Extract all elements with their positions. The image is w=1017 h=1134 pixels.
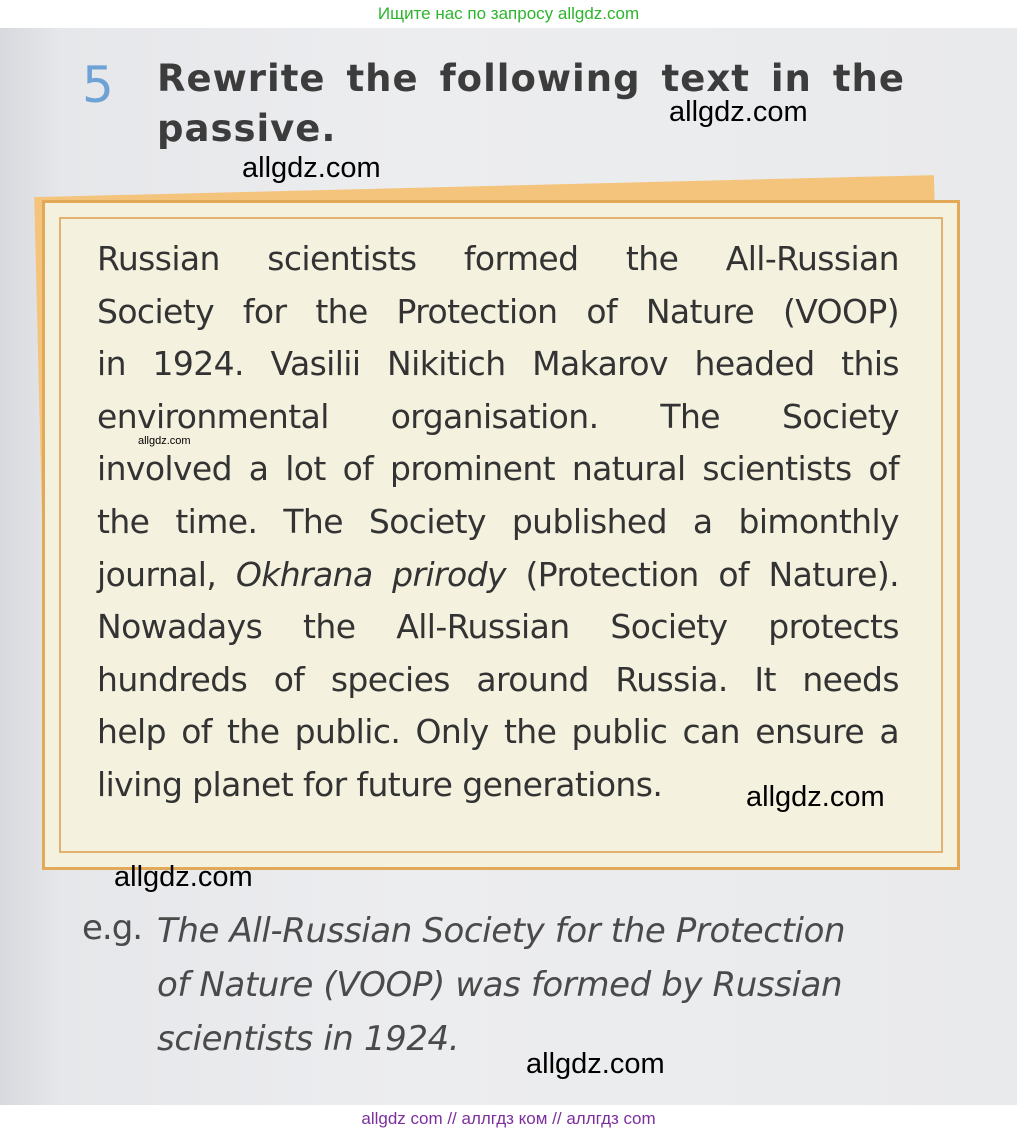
card-line: hundreds of species around Russia. It needs bbox=[97, 659, 899, 699]
card-line: in 1924. Vasilii Nikitich Makarov headed this bbox=[97, 344, 899, 384]
watermark: allgdz.com bbox=[526, 1048, 665, 1080]
journal-suffix: (Protection of Nature). bbox=[505, 554, 899, 594]
exercise-number: 5 bbox=[82, 56, 114, 114]
card-text bbox=[97, 233, 899, 812]
watermark: allgdz.com bbox=[114, 861, 253, 893]
card-line: Russian scientists formed the All-Russian bbox=[97, 239, 899, 278]
card-line: Nowadays the All-Russian Society protects bbox=[97, 607, 899, 647]
example-line: scientists in 1924. bbox=[157, 1019, 460, 1059]
example-line: The All-Russian Society for the Protection bbox=[157, 911, 846, 951]
journal-title: Okhrana prirody bbox=[235, 554, 506, 594]
watermark: allgdz.com bbox=[669, 96, 808, 128]
example-label: e.g. bbox=[82, 908, 143, 948]
card-line: the time. The Society published a bimonthly bbox=[97, 501, 899, 541]
card-line: help of the public. Only the public can ensure a bbox=[97, 712, 899, 752]
textbook-page bbox=[0, 28, 1017, 1105]
card-line: Society for the Protection of Nature (VOOP) bbox=[97, 291, 899, 331]
card-line-journal bbox=[97, 549, 899, 602]
journal-prefix: journal, bbox=[97, 554, 236, 594]
exercise-instruction: Rewrite the following text in the passive. bbox=[157, 57, 905, 150]
card-line: living planet for future generations. bbox=[97, 764, 663, 804]
text-card bbox=[42, 200, 960, 870]
top-banner[interactable]: Ищите нас по запросу allgdz.com bbox=[377, 4, 640, 23]
example-text bbox=[157, 904, 897, 1066]
card-line: involved a lot of prominent natural scientists of bbox=[97, 449, 899, 489]
watermark: allgdz.com bbox=[138, 435, 191, 447]
bottom-banner[interactable]: allgdz com // аллгдз ком // аллгдз com bbox=[361, 1109, 656, 1128]
watermark: allgdz.com bbox=[746, 781, 885, 813]
card-line: environmental organisation. The Society bbox=[97, 396, 899, 436]
watermark: allgdz.com bbox=[242, 152, 381, 184]
example-line: of Nature (VOOP) was formed by Russian bbox=[157, 965, 843, 1005]
